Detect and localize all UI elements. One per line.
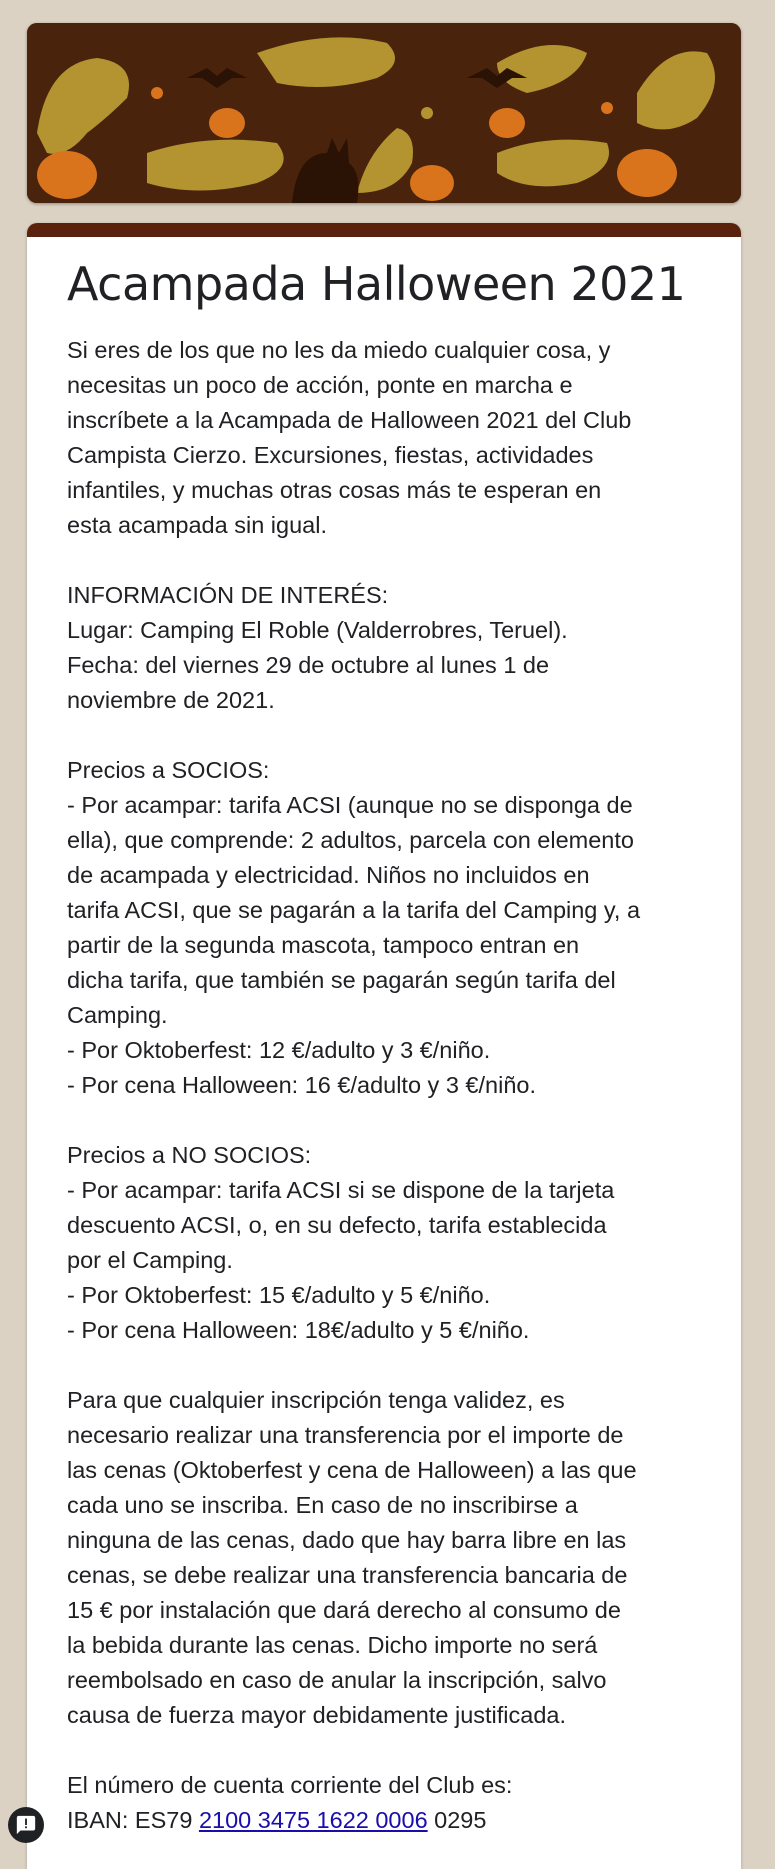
accent-bar bbox=[27, 223, 741, 237]
report-issue-button[interactable] bbox=[8, 1807, 44, 1843]
halloween-pattern-icon bbox=[27, 23, 741, 203]
form-description bbox=[67, 333, 701, 1838]
form-page bbox=[27, 23, 741, 1869]
description-text: Si eres de los que no les da miedo cualquier cosa, y necesitas un poco de acción, ponte en marcha e inscríbete a la Acampada de Halloween 2021 del Club Campista Cierzo. Excursiones, fiestas, actividades infantiles, y muchas otras cosas más te esperan en esta acampada sin igual. INFORMACIÓN DE INTERÉS: Lugar: Camping El Roble (Valderrobres, Teruel). Fecha: del viernes 29 de octubre al lunes 1 de noviembre de 2021. Precios a SOCIOS: - Por acampar: tarifa ACSI (aunque no se disponga de ella), que comprende: 2 adultos, parcela con elemento de acampada y electricidad. Niños no incluidos en tarifa ACSI, que se pagarán a la tarifa del Camping y, a partir de la segunda mascota, tampoco entran en dicha tarifa, que también se pagarán según tarifa del Camping. - Por Oktoberfest: 12 €/adulto y 3 €/niño. - Por cena Halloween: 16 €/adulto y 3 €/niño. Precios a NO SOCIOS: - Por acampar: tarifa ACSI si se dispone de la tarjeta descuento ACSI, o, en su defecto, tarifa establecida por el Camping. - Por Oktoberfest: 15 €/adulto y 5 €/niño. - Por cena Halloween: 18€/adulto y 5 €/niño. Para que cualquier inscripción tenga validez, es necesario realizar una transferencia por el importe de las cenas (Oktoberfest y cena de Halloween) a las que cada uno se inscriba. En caso de no inscribirse a ninguna de las cenas, dado que hay barra libre en las cenas, se debe realizar una transferencia bancaria de 15 € por instalación que dará derecho al consumo de la bebida durante las cenas. Dicho importe no será reembolsado en caso de anular la inscripción, salvo causa de fuerza mayor debidamente justificada. El número de cuenta corriente del Club es: bbox=[67, 336, 641, 1798]
iban-prefix: IBAN: ES79 bbox=[67, 1806, 199, 1833]
iban-suffix: 0295 bbox=[427, 1806, 487, 1833]
form-title: Acampada Halloween 2021 bbox=[67, 257, 686, 311]
iban-number-link[interactable]: 2100 3475 1622 0006 bbox=[198, 1806, 428, 1833]
form-header-body bbox=[27, 237, 741, 1838]
halloween-header-banner bbox=[27, 23, 741, 203]
form-header-card bbox=[27, 223, 741, 1869]
report-issue-icon bbox=[15, 1814, 37, 1836]
